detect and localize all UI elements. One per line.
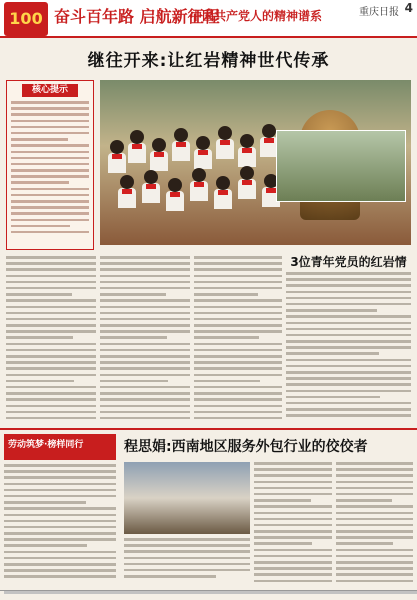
text-line (4, 538, 116, 541)
text-line (4, 569, 116, 572)
text-line (194, 330, 282, 333)
text-line (11, 163, 89, 166)
child-head (262, 124, 276, 138)
text-line (6, 318, 96, 321)
text-line (11, 219, 89, 222)
text-line (11, 126, 89, 129)
text-line (6, 343, 96, 346)
text-line (6, 299, 96, 302)
text-line (194, 306, 282, 309)
text-line (286, 414, 411, 417)
text-line (100, 256, 190, 259)
text-line (6, 349, 96, 352)
child-head (168, 178, 182, 192)
text-line (336, 580, 413, 583)
article-column-1 (6, 256, 96, 424)
text-line (194, 386, 282, 389)
text-line (286, 383, 411, 386)
masthead (0, 0, 417, 38)
text-line (194, 293, 258, 296)
text-line (194, 299, 282, 302)
text-line (194, 374, 282, 377)
text-line (286, 340, 411, 343)
bottom-article-column-3 (336, 462, 413, 586)
text-line (11, 157, 89, 160)
text-line (6, 287, 96, 290)
red-scarf (264, 138, 274, 143)
text-line (254, 462, 332, 465)
text-line (4, 575, 116, 578)
text-line (124, 557, 250, 560)
text-line (100, 268, 190, 271)
text-line (194, 398, 282, 401)
text-line (286, 297, 411, 300)
text-line (100, 398, 190, 401)
text-line (11, 206, 89, 209)
sub-headline: 3位青年党员的红岩情 (290, 255, 407, 269)
text-line (6, 293, 72, 296)
red-scarf (112, 154, 122, 159)
text-line (336, 555, 413, 558)
text-line (124, 569, 250, 572)
red-scarf (170, 192, 180, 197)
text-line (194, 417, 282, 420)
text-line (100, 318, 190, 321)
text-line (286, 284, 411, 287)
text-line (286, 408, 411, 411)
text-line (6, 281, 96, 284)
text-line (286, 352, 379, 355)
text-line (286, 371, 411, 374)
text-line (336, 524, 413, 527)
text-line (100, 330, 190, 333)
text-line (100, 392, 190, 395)
text-line (100, 312, 190, 315)
text-line (100, 380, 168, 383)
article-column-2 (100, 256, 190, 424)
text-line (194, 361, 282, 364)
text-line (4, 532, 116, 535)
text-line (336, 512, 413, 515)
text-line (286, 377, 411, 380)
text-line (11, 169, 89, 172)
text-line (286, 303, 411, 306)
text-line (4, 544, 87, 547)
text-line (6, 405, 96, 408)
key-points-body (7, 97, 93, 241)
text-line (6, 330, 96, 333)
text-line (11, 101, 89, 104)
text-line (254, 493, 332, 496)
bottom-article-column-1 (124, 538, 250, 586)
text-line (336, 573, 413, 576)
text-line (11, 132, 89, 135)
text-line (254, 536, 332, 539)
text-line (194, 318, 282, 321)
text-line (6, 306, 96, 309)
text-line (100, 417, 190, 420)
red-scarf (176, 142, 186, 147)
child-head (216, 176, 230, 190)
text-line (286, 396, 380, 399)
text-line (194, 380, 260, 383)
text-line (100, 343, 190, 346)
text-line (11, 181, 69, 184)
text-line (336, 536, 413, 539)
text-line (336, 481, 413, 484)
text-line (11, 188, 89, 191)
red-scarf (266, 188, 276, 193)
text-line (194, 336, 259, 339)
text-line (100, 299, 190, 302)
text-line (254, 549, 332, 552)
red-scarf (218, 190, 228, 195)
text-line (4, 514, 116, 517)
text-line (336, 493, 413, 496)
text-line (11, 113, 89, 116)
text-line (6, 324, 96, 327)
text-line (100, 262, 190, 265)
text-line (6, 262, 96, 265)
key-points-box (6, 80, 94, 250)
text-line (6, 256, 96, 259)
text-line (254, 474, 332, 477)
text-line (11, 212, 89, 215)
text-line (286, 278, 411, 281)
text-line (6, 380, 74, 383)
text-line (124, 575, 216, 578)
text-line (6, 336, 73, 339)
red-scarf (146, 184, 156, 189)
text-line (100, 306, 190, 309)
text-line (6, 268, 96, 271)
child-head (144, 170, 158, 184)
text-line (11, 200, 89, 203)
text-line (194, 324, 282, 327)
section-divider (0, 428, 417, 430)
page-footer (0, 590, 417, 600)
text-line (194, 355, 282, 358)
text-line (254, 512, 332, 515)
text-line (286, 315, 411, 318)
text-line (194, 275, 282, 278)
masthead-subtitle: 中国共产党人的精神谱系 (190, 9, 323, 23)
red-scarf (198, 150, 208, 155)
text-line (11, 231, 89, 234)
text-line (6, 374, 96, 377)
text-line (254, 555, 332, 558)
text-line (124, 563, 250, 566)
text-line (11, 225, 70, 228)
text-line (336, 518, 413, 521)
text-line (254, 542, 312, 545)
text-line (254, 524, 332, 527)
text-line (100, 361, 190, 364)
text-line (100, 287, 190, 290)
text-line (6, 398, 96, 401)
text-line (336, 487, 413, 490)
sidebar-article (286, 272, 411, 424)
text-line (100, 411, 190, 414)
text-line (100, 281, 190, 284)
text-line (100, 355, 190, 358)
text-line (286, 334, 411, 337)
text-line (11, 107, 89, 110)
text-line (286, 272, 411, 275)
text-line (194, 268, 282, 271)
text-line (254, 487, 332, 490)
text-line (286, 402, 411, 405)
column-banner (4, 434, 116, 460)
text-line (286, 322, 411, 325)
red-scarf (194, 182, 204, 187)
text-line (254, 468, 332, 471)
text-line (4, 563, 116, 566)
inset-photo (276, 130, 406, 202)
text-line (124, 550, 250, 553)
child-head (192, 168, 206, 182)
text-line (6, 367, 96, 370)
text-line (194, 405, 282, 408)
text-line (286, 390, 411, 393)
text-line (4, 489, 116, 492)
child-head (196, 136, 210, 150)
child-head (218, 126, 232, 140)
child-head (174, 128, 188, 142)
text-line (11, 151, 89, 154)
text-line (194, 287, 282, 290)
text-line (286, 346, 411, 349)
text-line (6, 392, 96, 395)
text-line (11, 175, 89, 178)
text-line (6, 386, 96, 389)
text-line (6, 417, 96, 420)
child-head (130, 130, 144, 144)
text-line (254, 505, 332, 508)
text-line (4, 501, 86, 504)
text-line (286, 291, 411, 294)
text-line (4, 591, 417, 594)
text-line (100, 405, 190, 408)
main-headline: 继往开来:让红岩精神世代传承 (87, 51, 330, 71)
text-line (336, 462, 413, 465)
child-head (240, 134, 254, 148)
text-line (124, 544, 250, 547)
paper-name: 重庆日报 (359, 7, 399, 18)
text-line (100, 293, 166, 296)
text-line (4, 464, 116, 467)
text-line (286, 328, 411, 331)
red-scarf (154, 152, 164, 157)
text-line (6, 275, 96, 278)
text-line (286, 309, 377, 312)
text-line (336, 530, 413, 533)
text-line (4, 470, 116, 473)
red-scarf (122, 189, 132, 194)
text-line (254, 567, 332, 570)
text-line (254, 561, 332, 564)
text-line (336, 567, 413, 570)
text-line (4, 557, 116, 560)
text-line (336, 549, 413, 552)
text-line (194, 281, 282, 284)
key-points-title: 核心提示 (22, 84, 78, 97)
text-line (100, 349, 190, 352)
text-line (11, 120, 89, 123)
text-line (100, 275, 190, 278)
text-line (4, 483, 116, 486)
text-line (4, 495, 116, 498)
text-line (4, 520, 116, 523)
text-line (100, 324, 190, 327)
text-line (11, 138, 68, 141)
text-line (6, 411, 96, 414)
bottom-left-column (4, 464, 116, 586)
text-line (194, 312, 282, 315)
text-line (286, 365, 411, 368)
text-line (194, 349, 282, 352)
text-line (336, 505, 413, 508)
text-line (336, 499, 392, 502)
text-line (336, 474, 413, 477)
text-line (194, 411, 282, 414)
bottom-photo (124, 462, 250, 534)
text-line (254, 580, 332, 583)
text-line (254, 573, 332, 576)
text-line (100, 386, 190, 389)
text-line (194, 367, 282, 370)
centenary-logo: 100 (4, 2, 48, 36)
bottom-headline: 程思娟:西南地区服务外包行业的佼佼者 (124, 439, 368, 455)
text-line (194, 392, 282, 395)
text-line (194, 256, 282, 259)
red-scarf (220, 140, 230, 145)
text-line (336, 561, 413, 564)
text-line (11, 194, 89, 197)
text-line (254, 499, 311, 502)
bottom-article-column-2 (254, 462, 332, 586)
banner-title: 劳动筑梦·榜样同行 (8, 440, 84, 450)
text-line (11, 144, 89, 147)
text-line (100, 336, 167, 339)
text-line (4, 551, 116, 554)
text-line (254, 518, 332, 521)
child-head (120, 175, 134, 189)
text-line (286, 359, 411, 362)
text-line (6, 361, 96, 364)
red-scarf (242, 148, 252, 153)
text-line (336, 542, 393, 545)
text-line (4, 507, 116, 510)
text-line (124, 538, 250, 541)
page-number: 4 (404, 1, 413, 15)
text-line (4, 476, 116, 479)
masthead-slogan: 奋斗百年路 启航新征程 (54, 7, 220, 26)
text-line (6, 312, 96, 315)
text-line (4, 526, 116, 529)
child-head (152, 138, 166, 152)
text-line (194, 262, 282, 265)
text-line (6, 355, 96, 358)
article-column-3 (194, 256, 282, 424)
child-head (240, 166, 254, 180)
text-line (254, 530, 332, 533)
text-line (100, 367, 190, 370)
text-line (194, 343, 282, 346)
text-line (100, 374, 190, 377)
red-scarf (132, 144, 142, 149)
text-line (254, 481, 332, 484)
child-head (110, 140, 124, 154)
red-scarf (242, 180, 252, 185)
text-line (336, 468, 413, 471)
